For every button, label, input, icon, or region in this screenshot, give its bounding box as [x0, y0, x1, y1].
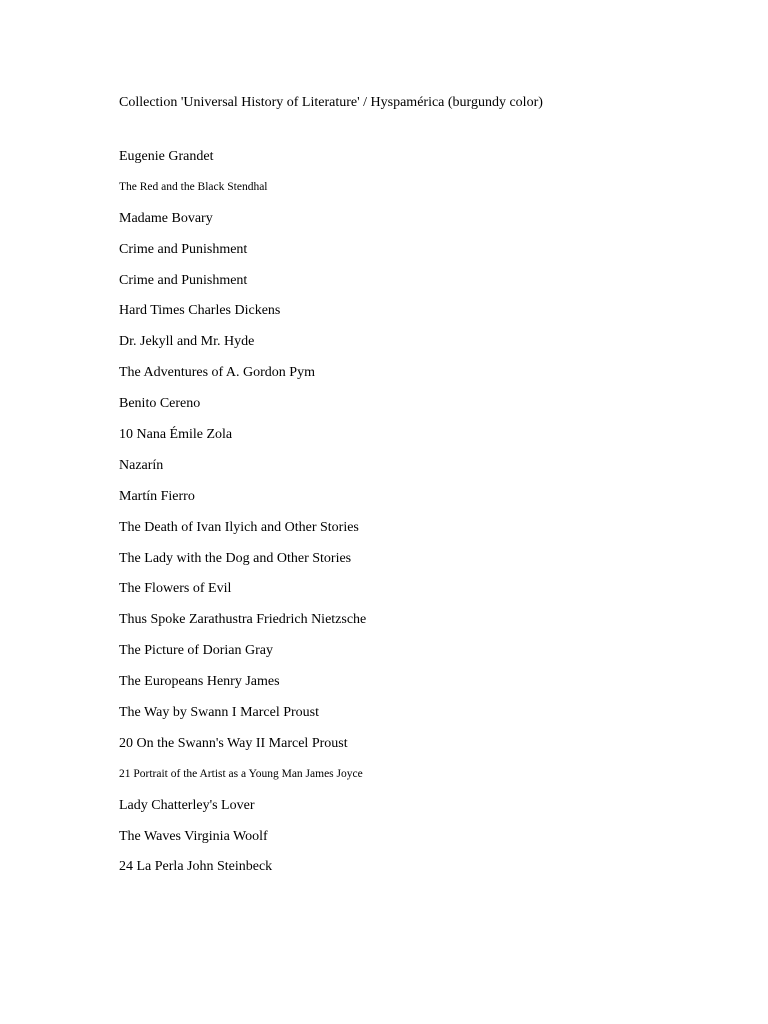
list-item: 10 Nana Émile Zola	[119, 427, 233, 443]
list-item: The Death of Ivan Ilyich and Other Stories	[119, 519, 359, 535]
list-item: 21 Portrait of the Artist as a Young Man James Joyce	[119, 767, 363, 780]
list-item: Lady Chatterley's Lover	[119, 797, 255, 813]
list-item: The Way by Swann I Marcel Proust	[119, 705, 320, 721]
list-item: The Lady with the Dog and Other Stories	[119, 550, 352, 566]
list-item: The Adventures of A. Gordon Pym	[119, 365, 315, 381]
list-item: Nazarín	[119, 457, 164, 473]
list-item: 20 On the Swann's Way II Marcel Proust	[119, 735, 348, 751]
list-item: The Europeans Henry James	[119, 674, 280, 690]
list-item: Crime and Punishment	[119, 272, 248, 288]
list-item: The Waves Virginia Woolf	[119, 828, 268, 844]
list-item: The Picture of Dorian Gray	[119, 643, 273, 659]
list-item: Martín Fierro	[119, 488, 195, 504]
list-item: Benito Cereno	[119, 396, 201, 412]
list-item: Madame Bovary	[119, 210, 213, 226]
list-item: 24 La Perla John Steinbeck	[119, 859, 273, 875]
list-item: The Flowers of Evil	[119, 581, 232, 597]
list-item: Eugenie Grandet	[119, 149, 214, 164]
list-item: Thus Spoke Zarathustra Friedrich Nietzsche	[119, 612, 367, 628]
book-list	[119, 148, 366, 889]
list-item: The Red and the Black Stendhal	[119, 180, 268, 193]
list-item: Crime and Punishment	[119, 241, 248, 257]
document-title: Collection 'Universal History of Literature' / Hyspamérica (burgundy color)	[119, 95, 543, 110]
list-item: Dr. Jekyll and Mr. Hyde	[119, 334, 255, 350]
list-item: Hard Times Charles Dickens	[119, 303, 281, 319]
